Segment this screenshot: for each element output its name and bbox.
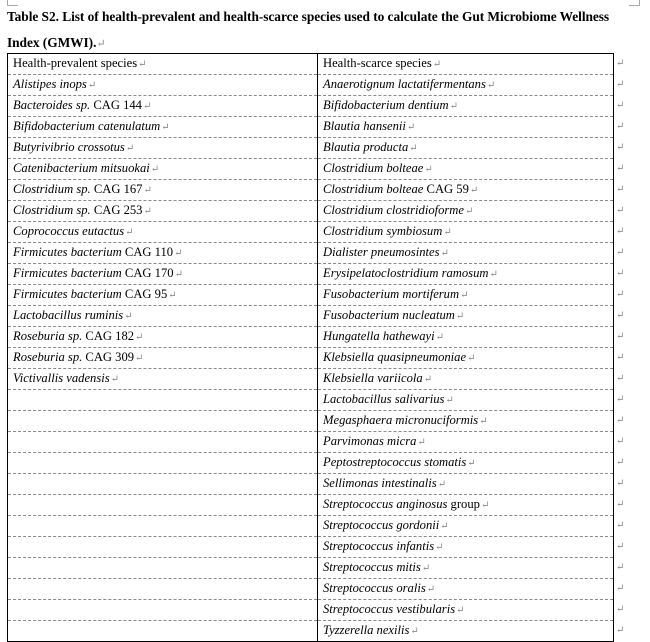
cell-end-mark-icon: ↵ [150,164,160,175]
table-row [8,327,614,348]
cell-health-prevalent [8,306,318,327]
table-row [8,138,614,159]
cell-health-scarce [318,369,614,390]
cell-health-scarce [318,516,614,537]
species-name: Firmicutes bacterium [13,266,122,280]
species-name: Streptococcus anginosus [323,497,448,511]
species-name: Streptococcus infantis [323,539,435,553]
species-name: Bifidobacterium dentium [323,98,449,112]
table-row [8,453,614,474]
table-row [8,348,614,369]
cell-health-prevalent [8,495,318,516]
table-row [8,432,614,453]
row-end-mark-icon: ↵ [616,289,625,300]
table-row [8,243,614,264]
cell-health-scarce [318,495,614,516]
cell-end-mark-icon: ↵ [168,290,177,301]
table-row [8,369,614,390]
table-row [8,390,614,411]
table-row [8,516,614,537]
cell-end-mark-icon: ↵ [410,626,419,637]
cell-health-prevalent [8,558,318,579]
table-row [8,621,614,642]
cell-end-mark-icon: ↵ [138,59,147,70]
species-name: Sellimonas intestinalis [323,476,437,490]
cell-health-scarce [318,348,614,369]
species-qualifier: CAG 110 [121,245,174,259]
species-name: Clostridium bolteae [323,161,424,175]
species-qualifier: CAG 95 [121,287,168,301]
row-end-mark-icon: ↵ [616,541,625,552]
row-end-mark-icon: ↵ [616,205,625,216]
species-qualifier: CAG 167 [90,182,143,196]
table-row [8,474,614,495]
species-name: Megasphaera micronuciformis [323,413,479,427]
species-qualifier: CAG 182 [82,329,135,343]
cell-end-mark-icon: ↵ [440,521,449,532]
species-name: Streptococcus vestibularis [323,602,456,616]
table-row [8,75,614,96]
cell-end-mark-icon: ↵ [424,164,433,175]
row-end-mark-icon: ↵ [616,226,625,237]
species-table [7,53,614,642]
cell-end-mark-icon: ↵ [467,458,476,469]
cell-end-mark-icon: ↵ [480,500,490,511]
cell-health-prevalent [8,201,318,222]
cell-end-mark-icon: ↵ [455,311,465,322]
species-name: Streptococcus gordonii [323,518,440,532]
cell-end-mark-icon: ↵ [174,248,183,259]
cell-end-mark-icon: ↵ [467,353,476,364]
row-end-mark-icon: ↵ [616,79,625,90]
species-qualifier: CAG 309 [82,350,135,364]
row-end-mark-icon: ↵ [616,184,625,195]
cell-end-mark-icon: ↵ [456,605,465,616]
cell-end-mark-icon: ↵ [426,584,436,595]
cell-end-mark-icon: ↵ [135,332,144,343]
species-name: Firmicutes bacterium [13,245,122,259]
cell-health-prevalent [8,75,318,96]
cell-health-prevalent [8,369,318,390]
table-row [8,96,614,117]
species-name: Lactobacillus salivarius [323,392,445,406]
table-row [8,579,614,600]
cell-health-scarce [318,537,614,558]
table-row [8,411,614,432]
table-row [8,285,614,306]
cell-health-prevalent [8,222,318,243]
cell-health-scarce [318,558,614,579]
cell-end-mark-icon: ↵ [135,353,144,364]
row-end-mark-icon: ↵ [616,562,625,573]
row-end-mark-icon: ↵ [616,415,625,426]
cell-end-mark-icon: ↵ [142,101,152,112]
row-end-mark-icon: ↵ [616,100,625,111]
cell-end-mark-icon: ↵ [435,542,444,553]
species-name: Victivallis vadensis [13,371,110,385]
cell-end-mark-icon: ↵ [443,227,452,238]
cell-end-mark-icon: ↵ [465,206,474,217]
row-end-mark-icon: ↵ [616,604,625,615]
cell-health-prevalent [8,117,318,138]
species-name: Streptococcus oralis [323,581,426,595]
cell-health-prevalent [8,285,318,306]
cell-end-mark-icon: ↵ [469,185,479,196]
species-name: Coprococcus eutactus [13,224,125,238]
cell-health-scarce [318,621,614,642]
species-name: Parvimonas micra [323,434,417,448]
cell-health-prevalent [8,516,318,537]
row-end-mark-icon: ↵ [616,163,625,174]
species-name: Dialister pneumosintes [323,245,440,259]
cell-end-mark-icon: ↵ [174,269,183,280]
cell-health-scarce [318,75,614,96]
species-qualifier: CAG 253 [90,203,143,217]
table-row [8,222,614,243]
cell-end-mark-icon: ↵ [124,311,133,322]
table-row [8,180,614,201]
table-row [8,306,614,327]
cell-health-prevalent [8,96,318,117]
species-qualifier: CAG 170 [121,266,174,280]
cell-health-scarce [318,579,614,600]
species-qualifier: CAG 144 [90,98,142,112]
cell-end-mark-icon: ↵ [449,101,458,112]
row-end-mark-icon: ↵ [616,520,625,531]
row-end-mark-icon: ↵ [616,394,625,405]
cell-end-mark-icon: ↵ [432,59,442,70]
cell-end-mark-icon: ↵ [460,290,469,301]
cell-health-scarce [318,327,614,348]
species-name: Blautia producta [323,140,409,154]
cell-health-scarce [318,222,614,243]
row-end-mark-icon: ↵ [616,247,625,258]
cell-health-prevalent [8,138,318,159]
species-name: Bifidobacterium catenulatum [13,119,161,133]
table-row [8,558,614,579]
cell-health-scarce [318,138,614,159]
cell-health-prevalent [8,621,318,642]
cell-health-scarce [318,96,614,117]
species-qualifier: CAG 59 [423,182,469,196]
row-end-mark-icon: ↵ [616,373,625,384]
cell-end-mark-icon: ↵ [417,437,426,448]
cell-health-prevalent [8,348,318,369]
row-end-mark-icon: ↵ [616,268,625,279]
cell-health-prevalent [8,264,318,285]
species-qualifier: group [447,497,480,511]
cell-health-prevalent [8,243,318,264]
species-name: Bacteroides sp. [13,98,91,112]
cell-health-scarce [318,285,614,306]
species-name: Firmicutes bacterium [13,287,122,301]
species-name: Klebsiella quasipneumoniae [323,350,467,364]
table-row [8,159,614,180]
table-header-row [8,54,614,75]
cell-end-mark-icon: ↵ [435,332,444,343]
cell-health-prevalent [8,474,318,495]
row-end-mark-icon: ↵ [616,457,625,468]
cell-end-mark-icon: ↵ [125,227,134,238]
cell-end-mark-icon: ↵ [445,395,454,406]
cell-health-prevalent [8,579,318,600]
header-health-prevalent [8,54,318,75]
row-end-mark-icon: ↵ [616,58,625,69]
species-name: Klebsiella variicola [323,371,423,385]
species-name: Fusobacterium mortiferum [323,287,460,301]
cell-health-prevalent [8,180,318,201]
species-name: Fusobacterium nucleatum [323,308,455,322]
cell-health-prevalent [8,159,318,180]
species-name: Hungatella hathewayi [323,329,435,343]
cell-end-mark-icon: ↵ [87,80,97,91]
species-name: Lactobacillus ruminis [13,308,124,322]
cell-health-prevalent [8,411,318,432]
header-label: Health-scarce species [323,56,432,70]
row-end-mark-icon: ↵ [616,436,625,447]
cell-end-mark-icon: ↵ [440,248,449,259]
species-name: Clostridium bolteae [323,182,424,196]
species-name: Anaerotignum lactatifermentans [323,77,486,91]
cell-health-prevalent [8,432,318,453]
header-health-scarce [318,54,614,75]
cell-health-scarce [318,474,614,495]
table-caption [7,4,647,57]
table-row [8,117,614,138]
cell-end-mark-icon: ↵ [125,143,135,154]
cell-health-scarce [318,432,614,453]
cell-end-mark-icon: ↵ [161,122,170,133]
cell-health-scarce [318,306,614,327]
species-name: Clostridium clostridioforme [323,203,464,217]
row-end-mark-icon: ↵ [616,142,625,153]
species-name: Catenibacterium mitsuokai [13,161,150,175]
cell-end-mark-icon: ↵ [486,80,496,91]
cell-end-mark-icon: ↵ [110,374,120,385]
row-end-mark-icon: ↵ [616,478,625,489]
species-name: Blautia hansenii [323,119,406,133]
species-name: Roseburia sp. [13,329,83,343]
cell-end-mark-icon: ↵ [423,374,433,385]
species-name: Clostridium symbiosum [323,224,443,238]
cell-health-prevalent [8,537,318,558]
species-name: Streptococcus mitis [323,560,421,574]
species-name: Erysipelatoclostridium ramosum [323,266,489,280]
species-name: Tyzzerella nexilis [323,623,410,637]
row-end-mark-icon: ↵ [616,499,625,510]
table-row [8,201,614,222]
species-name: Butyrivibrio crossotus [13,140,125,154]
cell-health-scarce [318,453,614,474]
table-caption-line-1: Table S2. List of health-prevalent and health-scarce species used to calculate the Gut Microbiome Wellness [7,9,610,24]
cell-end-mark-icon: ↵ [421,563,431,574]
cell-health-scarce [318,411,614,432]
cell-health-prevalent [8,327,318,348]
species-table-body [8,54,614,642]
cell-health-scarce [318,390,614,411]
row-end-mark-icon: ↵ [616,352,625,363]
cell-health-prevalent [8,453,318,474]
row-end-mark-icon: ↵ [616,331,625,342]
species-name: Clostridium sp. [13,182,91,196]
cell-end-mark-icon: ↵ [143,206,152,217]
cell-health-scarce [318,243,614,264]
cell-health-scarce [318,264,614,285]
row-end-mark-icon: ↵ [616,625,625,636]
cell-end-mark-icon: ↵ [479,416,488,427]
species-name: Clostridium sp. [13,203,91,217]
row-end-mark-icon: ↵ [616,583,625,594]
header-label: Health-prevalent species [13,56,138,70]
species-name: Peptostreptococcus stomatis [323,455,467,469]
cell-health-prevalent [8,390,318,411]
cell-end-mark-icon: ↵ [409,143,418,154]
cell-end-mark-icon: ↵ [143,185,152,196]
species-name: Roseburia sp. [13,350,83,364]
species-name: Alistipes inops [13,77,87,91]
cell-health-scarce [318,180,614,201]
cell-health-scarce [318,117,614,138]
table-row [8,537,614,558]
table-row [8,264,614,285]
cell-health-scarce [318,159,614,180]
table-caption-line-2: Index (GMWI). [7,35,97,50]
row-end-marks [616,53,636,641]
paragraph-mark-icon: ↵ [96,38,106,50]
table-row [8,495,614,516]
cell-end-mark-icon: ↵ [437,479,447,490]
row-end-mark-icon: ↵ [616,121,625,132]
row-end-mark-icon: ↵ [616,310,625,321]
cell-end-mark-icon: ↵ [406,122,416,133]
cell-health-scarce [318,201,614,222]
cell-end-mark-icon: ↵ [489,269,498,280]
